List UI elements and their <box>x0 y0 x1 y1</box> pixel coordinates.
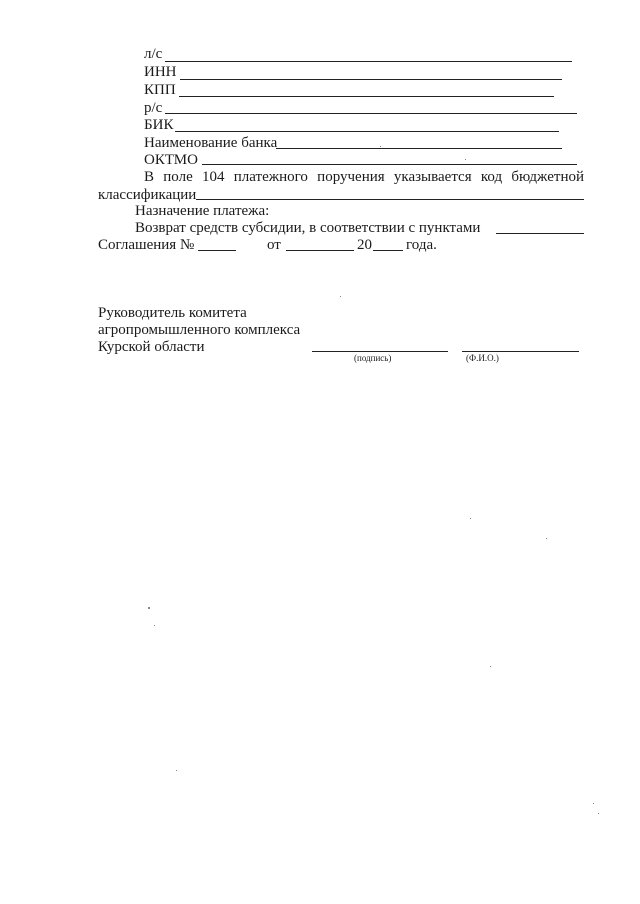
rs-label: р/с <box>144 100 163 116</box>
from-label: от <box>267 237 281 253</box>
ls-label: л/с <box>144 46 163 62</box>
scan-speck <box>490 666 491 667</box>
rs-field[interactable] <box>165 113 577 114</box>
signature-field[interactable] <box>312 351 448 352</box>
agreement-label: Соглашения № <box>98 237 195 253</box>
signatory-title-line3: Курской области <box>98 339 205 355</box>
agreement-number-field[interactable] <box>198 250 236 251</box>
kpp-label: КПП <box>144 82 176 98</box>
field-104-text: В поле 104 платежного поручения указывается код бюджетной <box>144 169 584 185</box>
year-suffix: года. <box>406 237 437 253</box>
points-field[interactable] <box>496 233 584 234</box>
inn-label: ИНН <box>144 64 177 80</box>
signature-caption: (подпись) <box>354 353 392 363</box>
signatory-title-line1: Руководитель комитета <box>98 305 247 321</box>
bank-name-label: Наименование банка <box>144 135 278 151</box>
bik-label: БИК <box>144 117 174 133</box>
full-name-caption: (Ф.И.О.) <box>466 353 499 363</box>
scan-speck <box>546 538 547 539</box>
scan-speck <box>154 625 155 626</box>
purpose-text: Возврат средств субсидии, в соответствии с пунктами <box>135 220 481 236</box>
ls-field[interactable] <box>165 61 572 62</box>
scan-speck <box>593 803 594 804</box>
date-field[interactable] <box>286 250 354 251</box>
inn-field[interactable] <box>180 79 562 80</box>
bank-name-field[interactable] <box>276 148 562 149</box>
scan-speck <box>598 813 599 814</box>
bik-field[interactable] <box>175 131 559 132</box>
year-prefix: 20 <box>357 237 372 253</box>
scan-speck <box>340 296 341 297</box>
scan-speck <box>470 518 471 519</box>
scan-speck <box>176 770 177 771</box>
classification-label: классификации <box>98 187 197 203</box>
classification-field[interactable] <box>196 199 584 200</box>
kpp-field[interactable] <box>179 96 554 97</box>
scan-speck <box>148 607 150 609</box>
oktmo-label: ОКТМО <box>144 152 198 168</box>
oktmo-field[interactable] <box>202 164 577 165</box>
scan-speck <box>465 159 466 160</box>
year-field[interactable] <box>373 250 403 251</box>
signatory-title-line2: агропромышленного комплекса <box>98 322 301 338</box>
purpose-label: Назначение платежа: <box>135 203 270 219</box>
full-name-field[interactable] <box>462 351 579 352</box>
scan-speck <box>380 146 381 147</box>
